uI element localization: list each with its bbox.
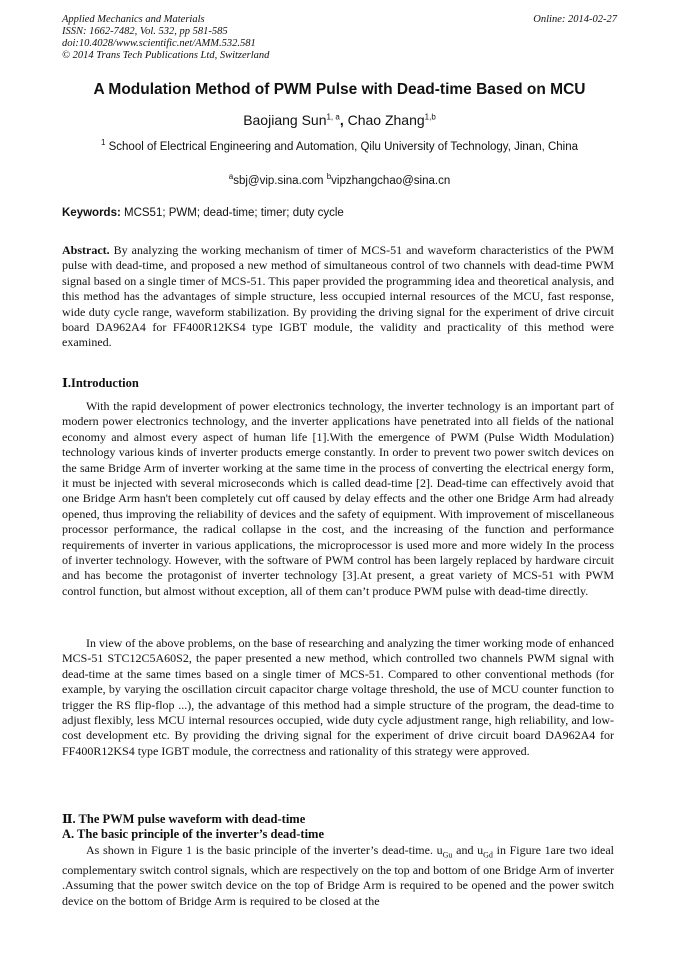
paragraph-text: and u (452, 843, 484, 857)
keywords-text: MCS51; PWM; dead-time; timer; duty cycle (120, 207, 344, 219)
abstract-label: Abstract. (62, 243, 110, 257)
abstract-text: By analyzing the working mechanism of timer of MCS-51 and waveform characteristics of the PWM pulse with dead-time, and proposed a new method of simultaneous control of two channels with dead-time PWM signal based on a single timer of MCS-51. This paper provided the programming idea and theoretical analysis, and this method has the advantages of simple structure, less occupied internal resources of the MCU, fast response, wide duty cycle range, waveform stabilization. By providing the driving signal for the experiment of drive circuit board DA962A4 for FF400R12KS4 type IGBT module, the validity and practicality of this method were examined. (62, 243, 614, 350)
copyright-line: © 2014 Trans Tech Publications Ltd, Switzerland (62, 50, 270, 61)
author-superscript: 1, a (326, 112, 340, 122)
paragraph-text: As shown in Figure 1 is the basic principle of the inverter’s dead-time. u (86, 843, 443, 857)
author-name: Baojiang Sun (243, 112, 327, 128)
subscript: Gd (483, 850, 493, 860)
paper-title: A Modulation Method of PWM Pulse with Dead-time Based on MCU (93, 81, 586, 98)
subsection-heading: A. The basic principle of the inverter’s dead-time (62, 827, 324, 841)
section-heading: Ⅱ. The PWM pulse waveform with dead-time (62, 812, 306, 826)
affiliation (62, 138, 617, 153)
section-heading: Ⅰ.Introduction (62, 376, 139, 390)
email-address: sbj@vip.sina.com (233, 174, 327, 187)
online-date: Online: 2014-02-27 (533, 14, 617, 25)
paragraph-text: in Figure 1are two ideal complementary switch control signals, which are respectively on the top and bottom of one Bridge Arm of inverter .Assuming that the power switch device on the top of Bridge Arm is required to be opened and the power switch device on the bottom of Bridge Arm is required to be closed at the (62, 843, 614, 908)
body-paragraph (62, 843, 614, 909)
running-header (62, 14, 617, 62)
affiliation-superscript: 1 (100, 138, 106, 147)
issn-line: ISSN: 1662-7482, Vol. 532, pp 581-585 (62, 26, 228, 37)
author-name: Chao Zhang (347, 112, 425, 128)
author-superscript: 1,b (424, 112, 436, 122)
body-paragraph: With the rapid development of power electronics technology, the inverter technology is an important part of modern power electronics technology, and the inverter applications have penetrated into all fields of the national economy and almost every aspect of human life [1].With the emergence of PWM (Pulse Width Modulation) technology various kinds of inverter products emerge constantly. In order to prevent two power switch devices on the same Bridge Arm of inverter working at the same time in the process of converting the electrical energy form, it must be injected with several microseconds which is called dead-time [2]. Dead-time can effectively avoid that one Bridge Arm hasn't been completely cut off caused by delay effects and the other one Bridge Arm had already opened, thus improving the reliability of devices and the safety of equipment. With improvement of miscellaneous processor performance, the radical collapse in the cost, and the increasing of the function and performance requirements of inverter in various applications, the microprocessor is used more and more widely In the process of inverter technology. However, with the software of PWM control has been largely replaced by hardware circuit and has become the protagonist of inverter technology [3].At present, a great variety of MCS-51 with PWM control function, but almost without exception, all of them can’t produce PWM pulse with dead-time directly. (62, 399, 614, 598)
doi-line: doi:10.4028/www.scientific.net/AMM.532.581 (62, 38, 256, 49)
keywords (62, 207, 617, 219)
author-line (62, 112, 617, 128)
keywords-label: Keywords: (62, 207, 121, 219)
journal-name: Applied Mechanics and Materials (62, 14, 205, 25)
affiliation-text: School of Electrical Engineering and Automation, Qilu University of Technology, Jinan, China (105, 140, 579, 153)
author-separator: , (339, 112, 348, 128)
email-superscript: b (326, 172, 332, 181)
email-line (62, 172, 617, 187)
abstract (62, 243, 614, 351)
email-address: vipzhangchao@sina.cn (331, 174, 451, 187)
subscript: Gu (442, 850, 453, 860)
body-paragraph: In view of the above problems, on the base of researching and analyzing the timer working mode of enhanced MCS-51 STC12C5A60S2, the paper presented a new method, which controlled two channels PWM signal with dead-time at the same times based on a single timer of MCS-51. Compared to other conventional methods (for example, by varying the oscillation circuit capacitor charge voltage threshold, the use of MCU counter function to trigger the RS flip-flop ...), the advantage of this method had a simple structure of the program, the dead-time to adjust flexibly, less MCU internal resources occupied, wide duty cycle adjustment range, high reliability, and low-cost development etc. By providing the driving signal for the experiment of drive circuit board DA962A4 for FF400R12KS4 type IGBT module, the correctness and rationality of this strategy were approved. (62, 636, 614, 758)
email-superscript: a (228, 172, 234, 181)
